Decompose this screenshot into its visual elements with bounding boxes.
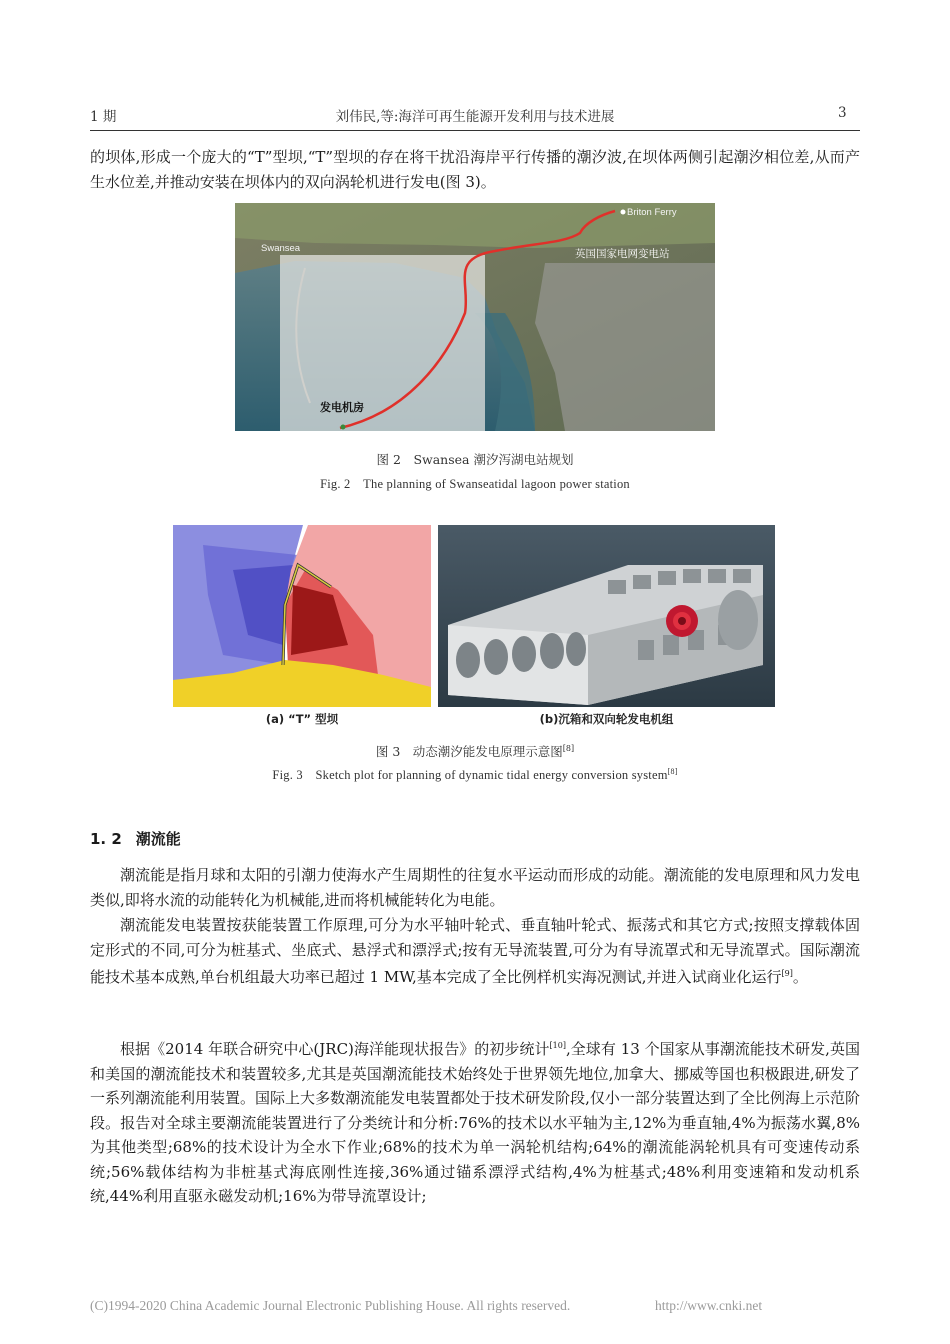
figure-3b-label: (b)沉箱和双向轮发电机组 bbox=[539, 712, 674, 726]
figure-3-caption-cn-ref: [8] bbox=[562, 743, 575, 753]
figure-3a-t-dam bbox=[173, 525, 431, 707]
page-number: 3 bbox=[838, 105, 847, 121]
footer-copyright: (C)1994-2020 China Academic Journal Electronic Publishing House. All rights reserved. bbox=[90, 1298, 571, 1313]
figure-2-map bbox=[235, 203, 715, 431]
paragraph-3: 根据《2014 年联合研究中心(JRC)海洋能现状报告》的初步统计[10],全球有 13 个国家从事潮流能技术研发,英国和美国的潮流能技术和装置较多,尤其是英国潮流能技术始终处于世界领先地位,加拿大、挪威等国也积极跟进,研发了一系列潮流能利用装置。国际上大多数潮流能发电装置都处于技术研发阶段,仅小一部分装置达到了全比例海上示范阶段。报告对全球主要潮流能装置进行了分类统计和分析:76%的技术以水平轴为主,12%为垂直轴,4%为振荡水翼,8%为其他类型;68%的技术设计为全水下作业;68%的技术为单一涡轮机结构;64%的潮流能涡轮机具有可变速传动系统;56%载体结构为非桩基式海底刚性连接,36%通过锚系漂浮式结构,4%为桩基式;48%利用变速箱和发动机系统,44%利用直驱永磁发动机;16%为带导流罩设计; bbox=[90, 1040, 860, 1205]
figure-3a-svg bbox=[173, 525, 431, 707]
power-house-marker bbox=[341, 425, 346, 430]
header-issue: 1 期 bbox=[90, 109, 117, 125]
figure-3-caption-en: Fig. 3 Sketch plot for planning of dynamic tidal energy conversion system[8] bbox=[272, 766, 678, 782]
label-power-house: 发电机房 bbox=[320, 401, 364, 414]
label-substation: 英国国家电网变电站 bbox=[575, 248, 670, 260]
section-heading bbox=[90, 828, 181, 849]
footer-url[interactable]: http://www.cnki.net bbox=[655, 1298, 763, 1313]
reference-9: [9] bbox=[781, 969, 793, 978]
running-title: 刘伟民,等:海洋可再生能源开发利用与技术进展 bbox=[335, 109, 615, 125]
header-rule bbox=[90, 130, 860, 131]
figure-2-caption-en: Fig. 2 The planning of Swanseatidal lagoon power station bbox=[320, 477, 630, 491]
figure-3-caption-en-ref: [8] bbox=[667, 766, 678, 776]
figure-3-caption-cn: 图 3 动态潮汐能发电原理示意图[8] bbox=[375, 743, 575, 759]
figure-2-svg bbox=[235, 203, 715, 431]
paragraph-1: 潮流能是指月球和太阳的引潮力使海水产生周期性的往复水平运动而形成的动能。潮流能的发电原理和风力发电类似,即将水流的动能转化为机械能,进而将机械能转化为电能。 bbox=[90, 866, 860, 909]
bidirectional-turbine bbox=[666, 605, 698, 637]
turbine-duct bbox=[718, 590, 758, 650]
urban-area bbox=[535, 263, 715, 431]
briton-ferry-marker bbox=[621, 210, 626, 215]
figure-2-caption-cn: 图 2 Swansea 潮汐泻湖电站规划 bbox=[376, 452, 574, 467]
figure-3b-caisson bbox=[438, 525, 775, 707]
reference-10: [10] bbox=[549, 1041, 566, 1050]
intro-paragraph: 的坝体,形成一个庞大的“T”型坝,“T”型坝的存在将干扰沿海岸平行传播的潮汐波,在坝体两侧引起潮汐相位差,从而产生水位差,并推动安装在坝体内的双向涡轮机进行发电(图 3)。 bbox=[90, 148, 860, 191]
section-title: 潮流能 bbox=[135, 830, 181, 848]
paragraph-2: 潮流能发电装置按获能装置工作原理,可分为水平轴叶轮式、垂直轴叶轮式、振荡式和其它方式;按照支撑载体固定形式的不同,可分为桩基式、坐底式、悬浮式和漂浮式;按有无导流装置,可分为有导流罩式和无导流罩式。国际潮流能技术基本成熟,单台机组最大功率已超过 1 MW,基本完成了全比例样机实海况测试,并进入试商业化运行[9]。 bbox=[90, 916, 860, 986]
lagoon-overlay bbox=[280, 255, 485, 431]
figure-3b-svg bbox=[438, 525, 775, 707]
figure-3a-label: (a) “T” 型坝 bbox=[265, 712, 339, 726]
label-swansea: Swansea bbox=[261, 243, 301, 254]
label-briton-ferry: Briton Ferry bbox=[627, 207, 677, 218]
section-number: 1. 2 bbox=[90, 830, 122, 848]
